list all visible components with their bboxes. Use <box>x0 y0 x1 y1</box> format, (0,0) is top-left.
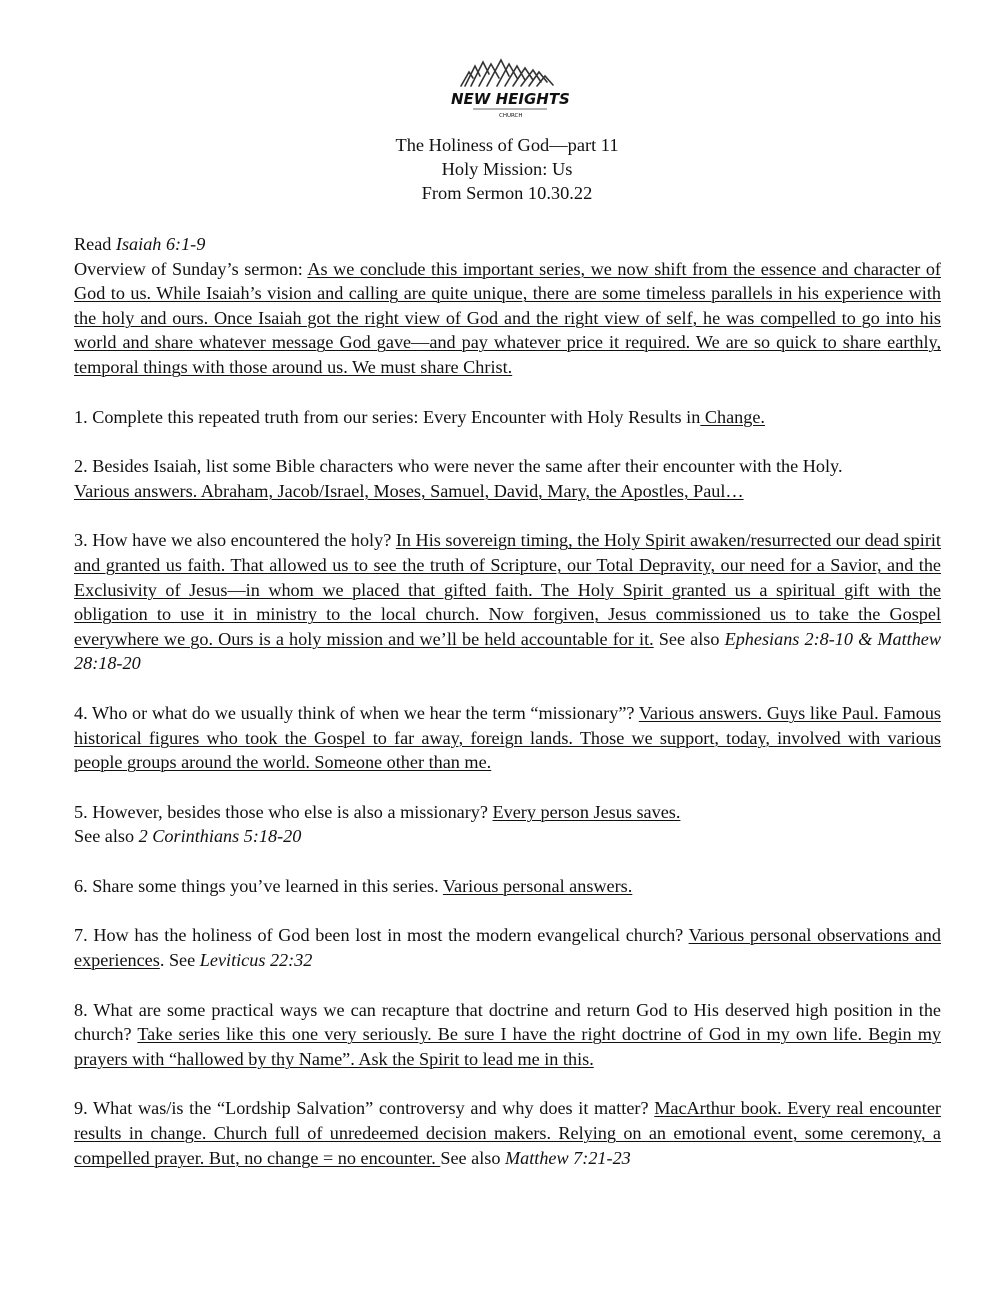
question-text: 9. What was/is the “Lordship Salvation” controversy and why does it matter? <box>74 1098 655 1119</box>
church-logo <box>447 58 571 120</box>
overview-label: Overview of Sunday’s sermon: <box>74 258 308 279</box>
logo-name: NEW HEIGHTS <box>451 90 570 108</box>
question-9 <box>74 1096 941 1170</box>
question-text: 6. Share some things you’ve learned in this series. <box>74 875 443 896</box>
mountain-logo-icon <box>447 58 571 120</box>
read-line <box>74 232 941 257</box>
question-text: 1. Complete this repeated truth from our series: Every Encounter with Holy Results in <box>74 406 701 427</box>
question-6 <box>74 874 941 899</box>
answer-text: MacArthur book. Every real encounter results in change. Church full of unredeemed decision makers. Relying on an emotional event, some ceremony, a compelled prayer. But, no change = no encounter. <box>74 1098 941 1168</box>
answer-text: Various answers. Abraham, Jacob/Israel, Moses, Samuel, David, Mary, the Apostles, Paul… <box>74 480 744 501</box>
answer-text: In His sovereign timing, the Holy Spirit awaken/resurrected our dead spirit and granted us faith. That allowed us to see the truth of Scripture, our Total Depravity, our need for a Savior, and the Exclusivity of Jesus—in whom we placed that gifted faith. The Holy Spirit granted us a spiritual gift with the obligation to use it in ministry to the local church. Now forgiven, Jesus commissioned us to take the Gospel everywhere we go. Ours is a holy mission and we’ll be held accountable for it. <box>74 530 941 649</box>
question-text: 8. What are some practical ways we can recapture that doctrine and return God to His deserved high position in the church? <box>74 999 941 1045</box>
question-1 <box>74 405 941 430</box>
question-5 <box>74 800 941 849</box>
see-also-label: See also <box>653 628 725 649</box>
scripture-reference: Matthew 7:21-23 <box>504 1147 631 1168</box>
see-also-label: . See <box>159 950 200 971</box>
question-8 <box>74 998 941 1072</box>
question-text: 2. Besides Isaiah, list some Bible characters who were never the same after their encounter with the Holy. <box>74 456 843 477</box>
read-prefix: Read <box>74 234 116 254</box>
sermon-title: The Holiness of God—part 11 <box>395 135 619 155</box>
answer-text: Various answers. Guys like Paul. Famous historical figures who took the Gospel to far away, foreign lands. Those we support, today, involved with various people groups around the world. Someone other than me. <box>74 702 941 773</box>
answer-text: Take series like this one very seriously. Be sure I have the right doctrine of God in my own life. Begin my prayers with “hallowed by thy Name”. Ask the Spirit to lead me in this. <box>74 1024 941 1069</box>
question-4 <box>74 701 941 775</box>
overview-paragraph <box>74 257 941 380</box>
scripture-reference: Ephesians 2:8-10 & Matthew 28:18-20 <box>74 628 941 674</box>
question-7 <box>74 923 941 972</box>
see-also-label: See also <box>440 1147 505 1168</box>
answer-text: Various personal observations and experiences <box>74 925 941 971</box>
sermon-header <box>0 133 1000 206</box>
question-3 <box>74 528 941 676</box>
answer-text: Various personal answers. <box>442 875 633 896</box>
logo-sub: CHURCH <box>499 113 523 119</box>
scripture-reference: 2 Corinthians 5:18-20 <box>138 826 302 847</box>
scripture-reference: Leviticus 22:32 <box>199 950 313 971</box>
question-text: 3. How have we also encountered the holy? <box>74 530 396 551</box>
see-also-label: See also <box>74 826 139 847</box>
answer-text: Change. <box>700 406 765 427</box>
answer-text: Every person Jesus saves. <box>492 801 681 822</box>
read-reference: Isaiah 6:1-9 <box>115 234 206 254</box>
sermon-date: From Sermon 10.30.22 <box>421 183 593 204</box>
sermon-subtitle: Holy Mission: Us <box>441 159 573 180</box>
question-text: 7. How has the holiness of God been lost in most the modern evangelical church? <box>74 925 689 946</box>
question-2 <box>74 454 941 503</box>
question-text: 4. Who or what do we usually think of when we hear the term “missionary”? <box>74 702 639 723</box>
question-text: 5. However, besides those who else is also a missionary? <box>74 801 493 822</box>
document-body <box>74 232 941 1170</box>
overview-text: As we conclude this important series, we now shift from the essence and character of God to us. While Isaiah’s vision and calling are quite unique, there are some timeless parallels in his experience with the holy and ours. Once Isaiah got the right view of God and the right view of self, he was compelled to go into his world and share whatever message God gave—and pay whatever price it required. We are so quick to share earthly, temporal things with those around us. We must share Christ. <box>74 258 941 377</box>
